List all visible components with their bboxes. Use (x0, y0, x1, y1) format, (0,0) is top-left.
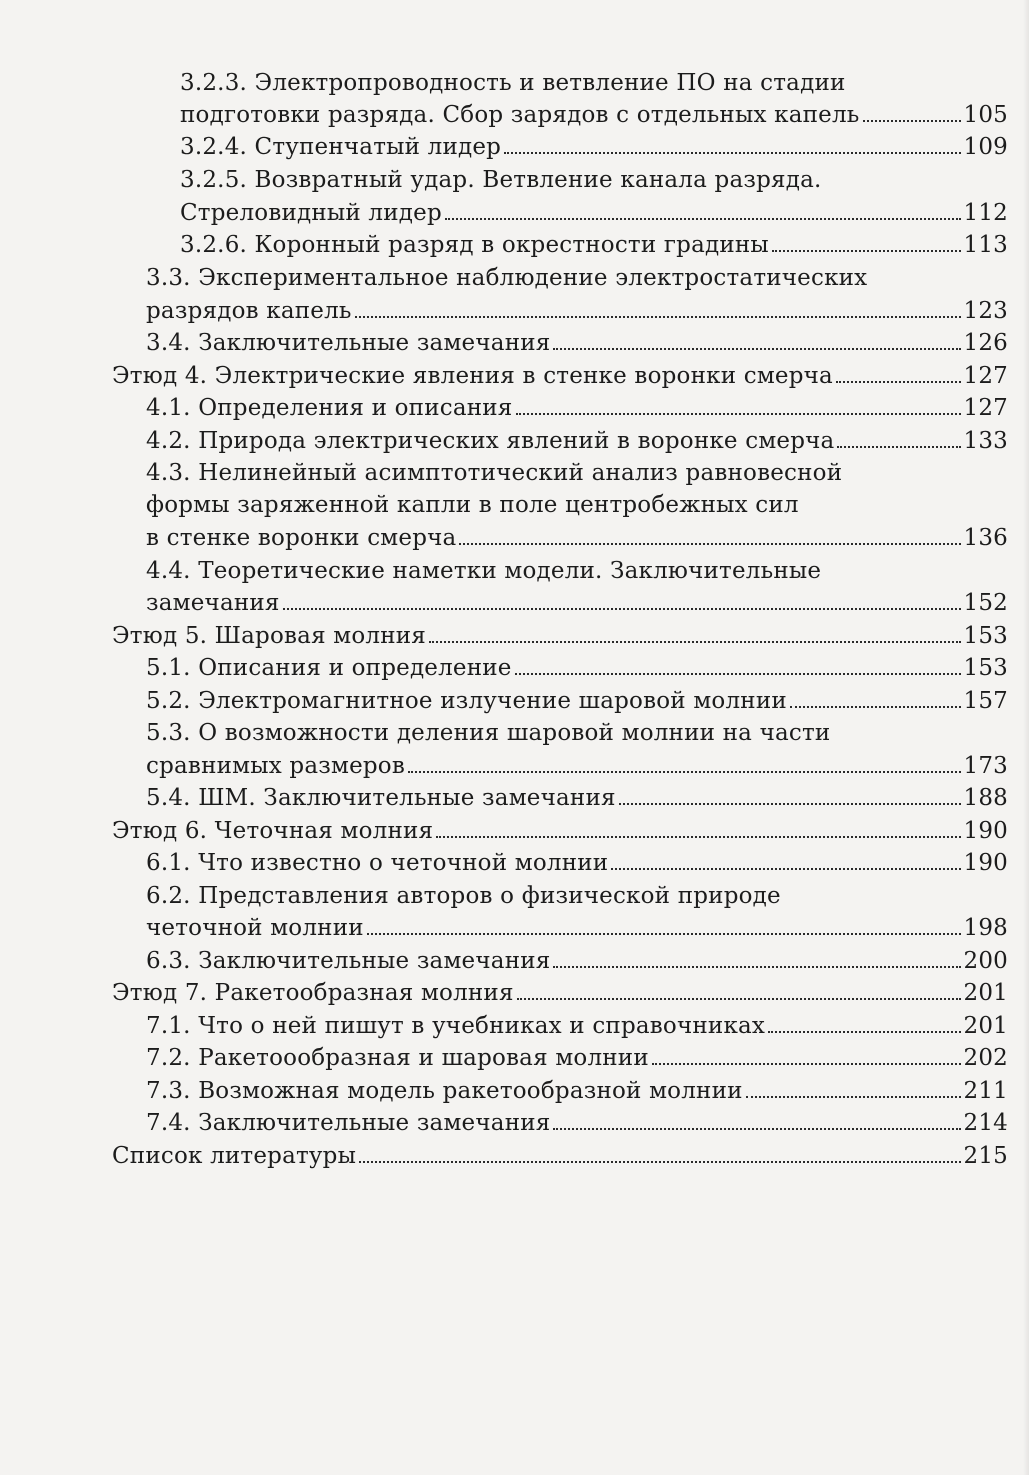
toc-entry-text: 6.3. Заключительные замечания (146, 948, 551, 974)
dot-leader (504, 152, 960, 154)
toc-entry[interactable] (180, 196, 1008, 230)
dot-leader (436, 836, 960, 838)
toc-entry-text: в стенке воронки смерча (146, 525, 457, 551)
toc-page-number: 188 (963, 785, 1008, 811)
toc-entry-text: 5.1. Описания и определение (146, 655, 512, 681)
toc-page-number: 113 (963, 232, 1008, 258)
dot-leader (652, 1063, 961, 1065)
toc-page-number: 190 (963, 818, 1008, 844)
dot-leader (790, 706, 961, 708)
toc-chapter-entry[interactable] (112, 1139, 1008, 1173)
toc-page-number: 127 (963, 395, 1008, 421)
toc-page-number: 126 (963, 330, 1008, 356)
toc-entry-text: Этюд 5. Шаровая молния (112, 623, 427, 649)
toc-entry[interactable] (146, 294, 1008, 328)
dot-leader (772, 250, 961, 252)
toc-entry[interactable] (146, 391, 1008, 425)
toc-page-number: 127 (963, 363, 1008, 389)
toc-entry-text: 4.4. Теоретические наметки модели. Заключительные (146, 558, 822, 584)
toc-entry-text: 3.2.5. Возвратный удар. Ветвление канала разряда. (180, 167, 822, 193)
dot-leader (516, 413, 961, 415)
toc-page-number: 190 (963, 850, 1008, 876)
dot-leader (746, 1096, 961, 1098)
toc-entry-text: 4.1. Определения и описания (146, 395, 513, 421)
toc-page-number: 201 (963, 980, 1008, 1006)
toc-entry[interactable] (180, 228, 1008, 262)
toc-entry-text: Список литературы (112, 1143, 357, 1169)
dot-leader (283, 608, 961, 610)
toc-page-number: 157 (963, 688, 1008, 714)
dot-leader (837, 446, 960, 448)
dot-leader (836, 381, 961, 383)
toc-entry-text: 5.4. ШМ. Заключительные замечания (146, 785, 616, 811)
toc-entry-text: Этюд 6. Четочная молния (112, 818, 434, 844)
toc-chapter-entry[interactable] (112, 619, 1008, 653)
toc-entry[interactable] (146, 781, 1008, 815)
dot-leader (553, 966, 960, 968)
toc-page-number: 123 (963, 298, 1008, 324)
dot-leader (768, 1031, 960, 1033)
toc-entry[interactable] (180, 130, 1008, 164)
toc-entry[interactable] (146, 944, 1008, 978)
dot-leader (553, 1128, 960, 1130)
toc-entry[interactable] (146, 521, 1008, 555)
toc-entry[interactable] (146, 911, 1008, 945)
toc-entry[interactable] (146, 846, 1008, 880)
toc-entry-text: 5.2. Электромагнитное излучение шаровой молнии (146, 688, 787, 714)
toc-entry[interactable] (146, 684, 1008, 718)
toc-entry-text: 5.3. О возможности деления шаровой молнии на части (146, 720, 831, 746)
toc-entry-text: Этюд 4. Электрические явления в стенке воронки смерча (112, 363, 833, 389)
toc-page-number: 153 (963, 655, 1008, 681)
toc-page-number: 105 (963, 102, 1008, 128)
toc-entry[interactable] (146, 651, 1008, 685)
toc-chapter-entry[interactable] (112, 976, 1008, 1010)
toc-chapter-entry[interactable] (112, 814, 1008, 848)
toc-page-number: 211 (963, 1078, 1008, 1104)
dot-leader (459, 543, 960, 545)
toc-entry-text: 7.4. Заключительные замечания (146, 1110, 551, 1136)
toc-page-number: 202 (963, 1045, 1008, 1071)
toc-entry-text: 3.2.6. Коронный разряд в окрестности градины (180, 232, 769, 258)
toc-entry-text: 7.2. Ракетоообразная и шаровая молнии (146, 1045, 649, 1071)
dot-leader (445, 218, 961, 220)
toc-page-number: 200 (963, 948, 1008, 974)
toc-page-number: 109 (963, 134, 1008, 160)
toc-entry-text: Этюд 7. Ракетообразная молния (112, 980, 514, 1006)
toc-entry[interactable] (146, 1106, 1008, 1140)
toc-entry-text: 3.2.4. Ступенчатый лидер (180, 134, 502, 160)
toc-entry-text: 3.2.3. Электропроводность и ветвление ПО на стадии (180, 70, 846, 96)
toc-page-number: 215 (963, 1143, 1008, 1169)
toc-entry-text: четочной молнии (146, 915, 364, 941)
toc-entry-text: 6.2. Представления авторов о физической природе (146, 883, 781, 909)
toc-page-number: 198 (963, 915, 1008, 941)
toc-entry-text: 3.3. Экспериментальное наблюдение электростатических (146, 265, 868, 291)
dot-leader (429, 641, 960, 643)
toc-entry-text: замечания (146, 590, 280, 616)
toc-page-number: 173 (963, 753, 1008, 779)
toc-entry-text: сравнимых размеров (146, 753, 406, 779)
toc-entry-text: 7.3. Возможная модель ракетообразной молнии (146, 1078, 743, 1104)
toc-chapter-entry[interactable] (112, 359, 1008, 393)
toc-entry[interactable] (146, 326, 1008, 360)
toc-entry-text: 4.2. Природа электрических явлений в воронке смерча (146, 428, 835, 454)
dot-leader (863, 120, 961, 122)
toc-page-number: 201 (963, 1013, 1008, 1039)
toc-page-number: 214 (963, 1110, 1008, 1136)
toc-entry[interactable] (146, 749, 1008, 783)
toc-entry-text: 3.4. Заключительные замечания (146, 330, 551, 356)
toc-entry-text: разрядов капель (146, 298, 352, 324)
toc-entry-text: формы заряженной капли в поле центробежных сил (146, 492, 799, 518)
toc-entry-text: 6.1. Что известно о четочной молнии (146, 850, 609, 876)
toc-entry[interactable] (146, 1074, 1008, 1108)
toc-page-number: 136 (963, 525, 1008, 551)
dot-leader (517, 998, 961, 1000)
toc-entry[interactable] (146, 1009, 1008, 1043)
toc-page-number: 133 (963, 428, 1008, 454)
dot-leader (619, 803, 961, 805)
dot-leader (355, 316, 961, 318)
toc-page-number: 152 (963, 590, 1008, 616)
toc-entry[interactable] (146, 424, 1008, 458)
page-edge-shadow (1023, 0, 1029, 1475)
dot-leader (367, 933, 961, 935)
dot-leader (515, 673, 961, 675)
dot-leader (408, 771, 960, 773)
toc-entry[interactable] (146, 1041, 1008, 1075)
toc-entry[interactable] (180, 98, 1008, 132)
toc-entry-text: 4.3. Нелинейный асимптотический анализ равновесной (146, 460, 843, 486)
toc-entry-text: Стреловидный лидер (180, 200, 442, 226)
dot-leader (359, 1161, 960, 1163)
toc-page-number: 153 (963, 623, 1008, 649)
toc-page-number: 112 (963, 200, 1008, 226)
dot-leader (553, 348, 960, 350)
dot-leader (611, 868, 960, 870)
toc-entry[interactable] (146, 586, 1008, 620)
toc-entry-text: 7.1. Что о ней пишут в учебниках и справочниках (146, 1013, 766, 1039)
toc-entry-text: подготовки разряда. Сбор зарядов с отдельных капель (180, 102, 860, 128)
